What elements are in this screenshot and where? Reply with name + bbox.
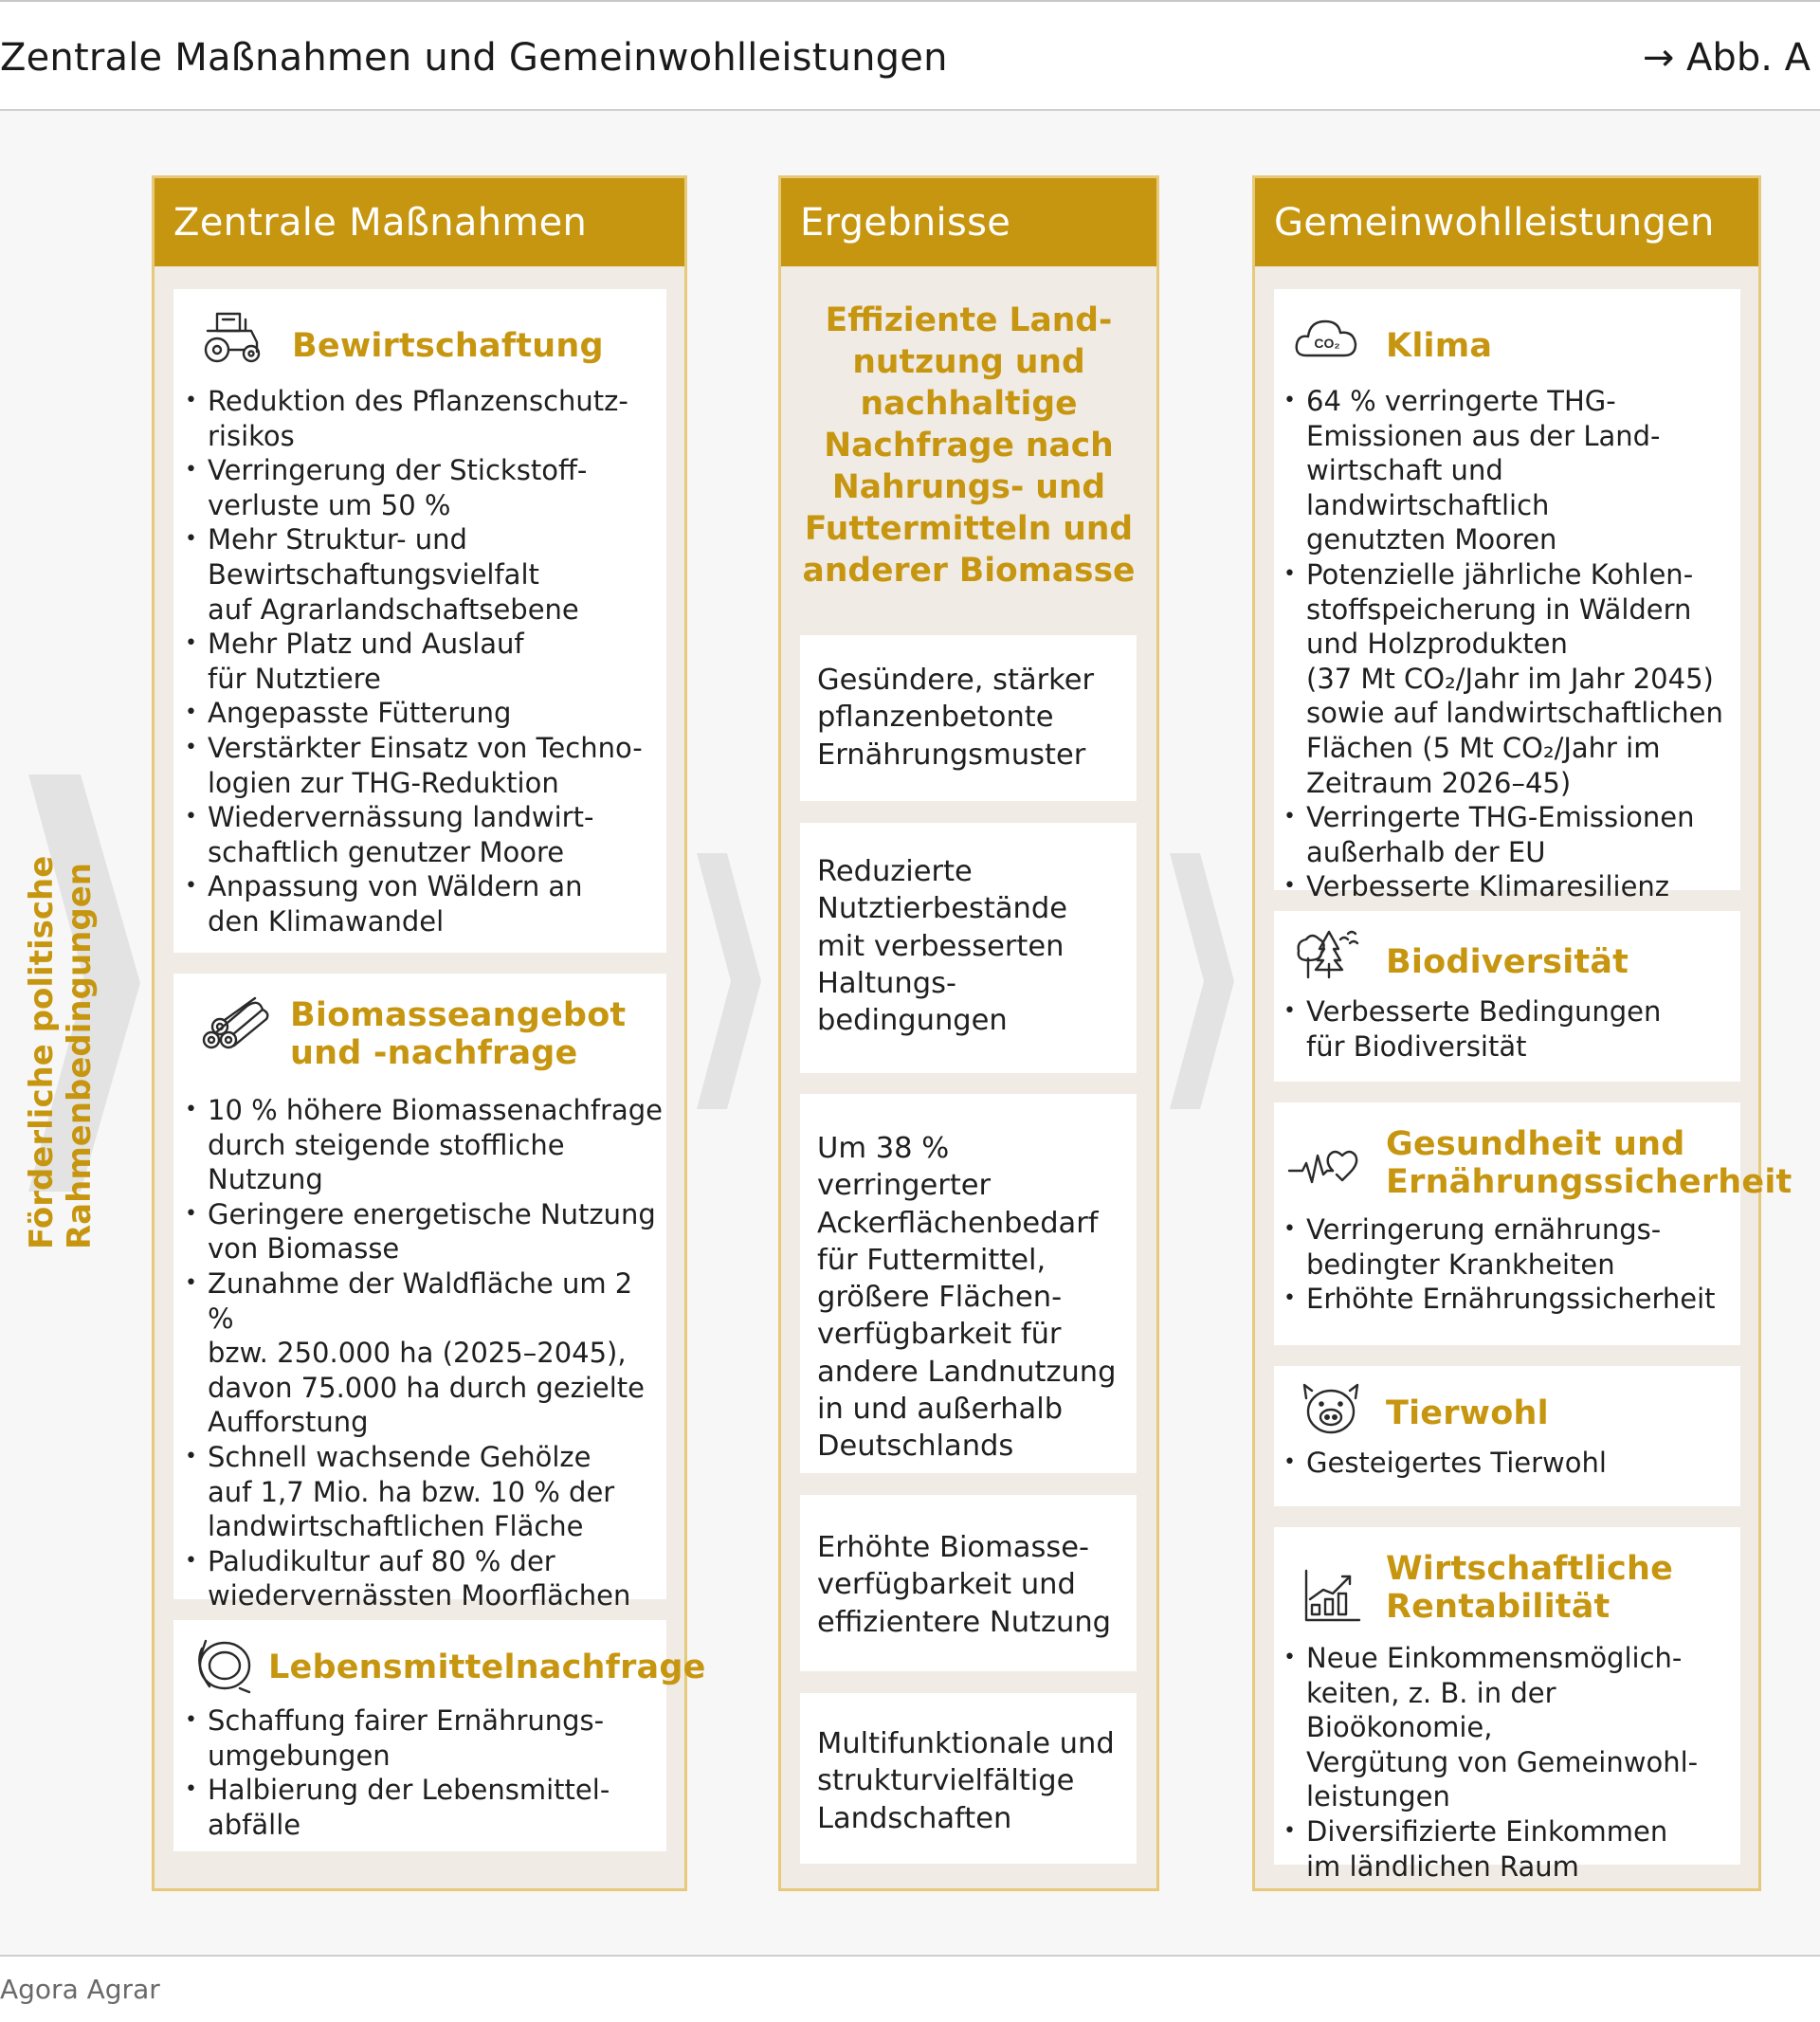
benefit-card-title: Biodiversität [1386, 943, 1629, 981]
benefit-card-economic-viability [1274, 1527, 1740, 1883]
result-card: Reduzierte Nutztierbestände mit verbesserten Haltungs- bedingungen [800, 823, 1137, 1073]
chevron-arrow-2 [1170, 853, 1236, 1109]
list-item: • Verstärkter Einsatz von Techno- logien zur THG-Reduktion [185, 731, 659, 800]
benefit-card-climate [1274, 289, 1740, 903]
list-item: • 10 % höhere Biomassenachfrage durch steigende stoffliche Nutzung [185, 1093, 664, 1197]
list-item: • Verringerung ernährungs- bedingter Krankheiten [1283, 1212, 1738, 1282]
list-item: • Halbierung der Lebensmittel- abfälle [185, 1773, 659, 1842]
measure-card-title: Lebensmittelnachfrage [268, 1649, 706, 1686]
results-column-title: Ergebnisse [781, 178, 1156, 266]
list-item: • Geringere energetische Nutzung von Biomasse [185, 1197, 664, 1266]
trees-icon [1293, 926, 1365, 983]
benefit-card-animal-welfare [1274, 1366, 1740, 1506]
growth-chart-icon [1302, 1567, 1374, 1624]
measures-column [152, 175, 706, 1891]
result-card: Um 38 % verringerter Ackerflächenbedarf für Futtermittel, größere Flächen- verfügbarkeit für andere Landnutzung in und außerhalb Deutschlands [800, 1094, 1137, 1473]
list-item: • Reduktion des Pflanzenschutz- risikos [185, 384, 659, 453]
plate-icon [192, 1637, 264, 1694]
pig-icon [1301, 1381, 1373, 1438]
result-card: Gesündere, stärker pflanzenbetonte Ernährungsmuster [800, 635, 1137, 801]
benefit-card-title: Tierwohl [1386, 1394, 1549, 1432]
measures-column-title: Zentrale Maßnahmen [155, 178, 684, 266]
bullet-list [185, 1093, 664, 1613]
bullet-list [185, 384, 659, 939]
list-item: • Verbesserte Bedingungen für Biodiversität [1283, 994, 1738, 1064]
list-item: • Zunahme der Waldfläche um 2 % bzw. 250.000 ha (2025–2045), davon 75.000 ha durch gezielte Aufforstung [185, 1266, 664, 1440]
list-item: • 64 % verringerte THG- Emissionen aus der Land- wirtschaft und landwirtschaftlich genutzten Mooren [1283, 384, 1738, 557]
logs-icon [200, 996, 272, 1053]
list-item: • Diversifizierte Einkommen im ländlichen Raum [1283, 1814, 1738, 1884]
measure-card-management [173, 289, 666, 953]
svg-text:CO₂: CO₂ [1314, 336, 1340, 351]
list-item: • Gesteigertes Tierwohl [1283, 1446, 1738, 1481]
measure-card-title: Biomasseangebot und -nachfrage [290, 996, 627, 1072]
figure-reference: → Abb. A [1642, 36, 1811, 80]
benefit-card-health [1274, 1102, 1793, 1345]
list-item: • Erhöhte Ernährungssicherheit [1283, 1282, 1738, 1317]
measure-card-food-demand [173, 1620, 706, 1851]
result-card: Multifunktionale und strukturvielfältige Landschaften [800, 1693, 1137, 1864]
bullet-list [1283, 994, 1738, 1064]
result-card: Erhöhte Biomasse- verfügbarkeit und effizientere Nutzung [800, 1495, 1137, 1671]
list-item: • Potenzielle jährliche Kohlen- stoffspeicherung in Wäldern und Holzprodukten (37 Mt CO₂/Jahr im Jahr 2045) sowie auf landwirtschaftlichen Flächen (5 Mt CO₂/Jahr im Zeitraum 2026–45) [1283, 557, 1738, 800]
page-title: Zentrale Maßnahmen und Gemeinwohlleistungen [0, 36, 948, 80]
side-label-line2: Rahmenbedingungen [61, 863, 99, 1249]
bullet-list [1283, 1641, 1738, 1884]
co2-cloud-icon [1293, 310, 1365, 367]
top-rule [0, 0, 1820, 2]
source-label: Agora Agrar [0, 1974, 160, 2005]
benefits-column-title: Gemeinwohlleistungen [1255, 178, 1758, 266]
bullet-list [185, 1703, 659, 1842]
list-item: • Verringerung der Stickstoff- verluste um 50 % [185, 453, 659, 522]
benefits-column [1252, 175, 1793, 1891]
heartbeat-icon [1287, 1142, 1359, 1199]
list-item: • Verbesserte Klimaresilienz [1283, 869, 1738, 904]
list-item: • Verringerte THG-Emissionen außerhalb der EU [1283, 800, 1738, 869]
diagram-area [0, 111, 1820, 1955]
list-item: • Angepasste Fütterung [185, 696, 659, 731]
results-column [778, 175, 1159, 1891]
side-label-line1: Förderliche politische [23, 855, 61, 1249]
list-item: • Anpassung von Wäldern an den Klimawandel [185, 869, 659, 938]
list-item: • Schaffung fairer Ernährungs- umgebungen [185, 1703, 659, 1773]
chevron-arrow-1 [697, 853, 763, 1109]
benefit-card-title: Klima [1386, 327, 1493, 365]
footer-divider [0, 1955, 1820, 1957]
measure-card-biomass [173, 974, 666, 1612]
side-label [9, 855, 123, 1270]
benefit-card-biodiversity [1274, 911, 1740, 1082]
bullet-list [1283, 1212, 1738, 1317]
bullet-list [1283, 1446, 1738, 1481]
bullet-list [1283, 384, 1738, 904]
results-headline: Effiziente Land- nutzung und nachhaltige Nachfrage nach Nahrungs- und Futtermitteln und anderer Biomasse [802, 301, 1136, 590]
measure-card-title: Bewirtschaftung [292, 327, 604, 365]
benefit-card-title: Gesundheit und Ernährungssicherheit [1386, 1125, 1793, 1201]
benefit-card-title: Wirtschaftliche Rentabilität [1386, 1550, 1674, 1626]
list-item: • Wiedervernässung landwirt- schaftlich genutzer Moore [185, 800, 659, 869]
list-item: • Mehr Struktur- und Bewirtschaftungsvielfalt auf Agrarlandschaftsebene [185, 522, 659, 627]
list-item: • Paludikultur auf 80 % der wiedervernässten Moorflächen [185, 1544, 664, 1613]
list-item: • Neue Einkommensmöglich- keiten, z. B. in der Bioökonomie, Vergütung von Gemeinwohl- leistungen [1283, 1641, 1738, 1814]
list-item: • Schnell wachsende Gehölze auf 1,7 Mio. ha bzw. 10 % der landwirtschaftlichen Fläche [185, 1440, 664, 1544]
tractor-icon [200, 308, 272, 365]
list-item: • Mehr Platz und Auslauf für Nutztiere [185, 627, 659, 696]
